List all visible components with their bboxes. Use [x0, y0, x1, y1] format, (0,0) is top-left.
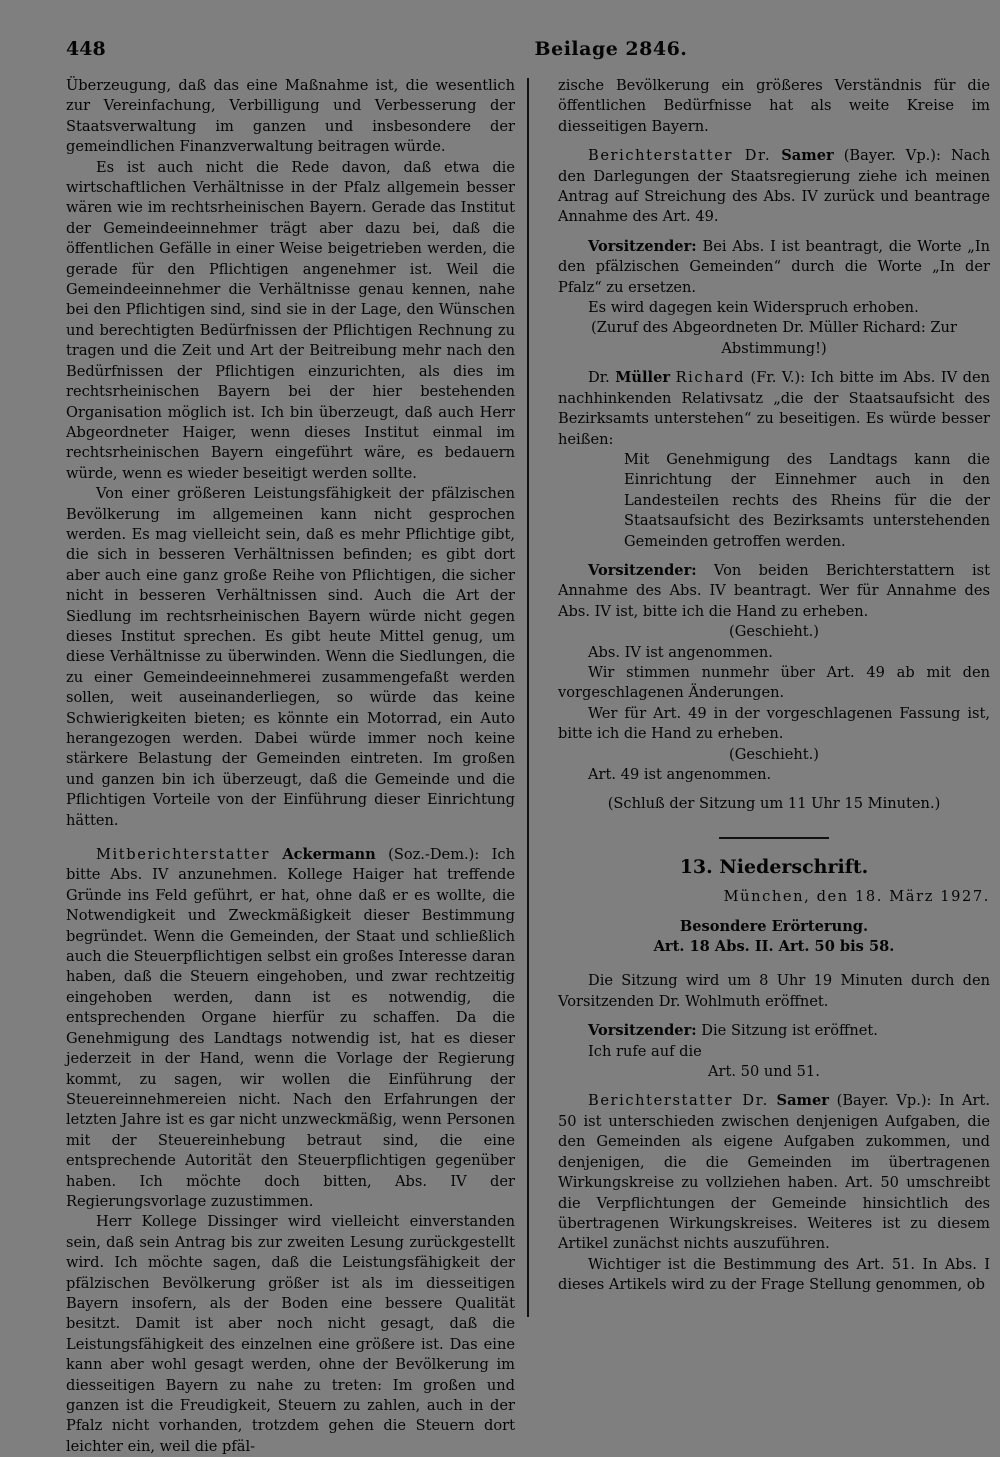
- left-column: [66, 76, 515, 1457]
- speaker-name: Samer: [781, 147, 834, 165]
- right-column: [558, 76, 990, 1296]
- speaker-paragraph: [558, 1091, 990, 1254]
- section-rule: [719, 837, 829, 839]
- paragraph: Abs. IV ist angenommen.: [588, 643, 773, 661]
- speaker-paragraph: [558, 561, 990, 622]
- paragraph: Herr Kollege Dissinger wird vielleicht einverstanden sein, daß sein Antrag bis zur zweiten Lesung zurückgestellt wird. Ich möchte sagen, daß die Leistungsfähigkeit der pfälzischen Bevölkerung größer ist als im diesseitigen Bayern insofern, als der Boden eine bessere Qualität besitzt. Damit ist aber noch nicht gesagt, daß die Leistungsfähigkeit des einzelnen eine größere ist. Das eine kann aber wohl gesagt werden, ohne der Bevölkerung im diesseitigen Bayern zu nahe zu treten: Im großen und ganzen ist die Freudigkeit, Steuern zu zahlen, auch in der Pfalz nicht vorhanden, trotzdem gehen die Steuern dort leichter ein, weil die pfäl-: [66, 1213, 515, 1455]
- speaker-firstname: Richard: [675, 369, 746, 387]
- speaker-title: Dr.: [588, 369, 610, 387]
- speech-text: Bei Abs. I ist beantragt, die Worte „In den pfälzischen Gemeinden“ durch die Worte „In der Pfalz“ zu ersetzen.: [558, 237, 991, 296]
- speaker-role: Berichterstatter Dr.: [588, 1092, 769, 1110]
- speaker-name: Samer: [776, 1092, 829, 1110]
- speaker-paragraph: [558, 1021, 990, 1041]
- page-title: Beilage 2846.: [534, 38, 688, 60]
- paragraph: Überzeugung, daß das eine Maßnahme ist, die wesentlich zur Vereinfachung, Verbilligung und Verbesserung der Staatsverwaltung im ganzen und insbesondere der gemeindlichen Finanzverwaltung beitragen würde.: [66, 77, 515, 156]
- session-close: (Schluß der Sitzung um 11 Uhr 15 Minuten.): [607, 795, 941, 813]
- paragraph: Es ist auch nicht die Rede davon, daß etwa die wirtschaftlichen Verhältnisse in der Pfalz allgemein besser wären wie im rechtsrheinischen Bayern. Gerade das Institut der Gemeindeeinnehmer trägt aber dazu bei, daß die öffentlichen Gefälle in einer Weise beigetrieben werden, die gerade für den Pflichtigen angenehmer ist. Weil die Gemeindeeinnehmer die Verhältnisse genau kennen, nahe bei den Pflichtigen sind, sind sie in der Lage, den Wünschen und berechtigten Bedürfnissen der Pflichtigen Rechnung zu tragen und die Zeit und Art der Beitreibung mehr nach den Bedürfnissen der Pflichtigen einzurichten, als dies im rechtsrheinischen Bayern bei der hier bestehenden Organisation möglich ist. Ich bin überzeugt, daß auch Herr Abgeordneter Haiger, wenn dieses Institut einmal im rechtsrheinischen Bayern eingeführt wäre, es bedauern würde, wenn es wieder beseitigt werden sollte.: [66, 158, 515, 482]
- paragraph: Ich rufe auf die: [588, 1042, 702, 1060]
- speech-text: Ich bitte Abs. IV anzunehmen. Kollege Haiger hat treffende Gründe ins Feld geführt, er hat, ohne daß er es wollte, die Notwendigkeit und Zweckmäßigkeit dieser Bestimmung begründet. Wenn die Gemeinden, der Staat und schließlich auch die Steuerpflichtigen selbst ein großes Interesse daran haben, daß die Steuern eingehoben, und zwar rechtzeitig eingehoben werden, dann ist es notwendig, die entsprechenden Organe hierfür zu schaffen. Da die Genehmigung des Landtags notwendig ist, hat es dieser jederzeit in der Hand, wenn die Vorlage der Regierung kommt, zu sagen, wir wollen die Einführung der Steuereinnehmereien nicht. Nach den Erfahrungen der letzten Jahre ist es gar nicht unzweckmäßig, wenn Personen mit der Steuereinhebung betraut sind, die eine entsprechende Autorität den Steuerpflichtigen gegenüber haben. Ich möchte doch bitten, Abs. IV der Regierungsvorlage zuzustimmen.: [66, 846, 516, 1210]
- chair-label: Vorsitzender:: [588, 1022, 697, 1040]
- speaker-name: Müller: [615, 369, 671, 387]
- subheading: Art. 18 Abs. II. Art. 50 bis 58.: [653, 938, 895, 956]
- speech-text: (Bayer. Vp.): Nach den Darlegungen der Staatsregierung ziehe ich meinen Antrag auf Streichung des Abs. IV zurück und beantrage Annahme des Art. 49.: [558, 147, 991, 226]
- speaker-party: (Soz.-Dem.):: [388, 846, 480, 864]
- section-title: 13. Niederschrift.: [679, 855, 869, 878]
- speaker-paragraph: [558, 368, 990, 450]
- stage-note: (Geschieht.): [729, 623, 819, 641]
- interjection: (Zuruf des Abgeordneten Dr. Müller Richard: Zur Abstimmung!): [591, 319, 957, 357]
- column-divider: [527, 78, 529, 1317]
- page-header: [66, 38, 976, 64]
- paragraph: Von einer größeren Leistungsfähigkeit der pfälzischen Bevölkerung im allgemeinen kann nicht gesprochen werden. Es mag vielleicht sein, daß es mehr Pflichtige gibt, die sich in besseren Verhältnissen befinden; es gibt dort aber auch eine ganz große Reihe von Pflichtigen, die sicher nicht in besseren Verhältnissen sind. Auch die Art der Siedlung im rechtsrheinischen Bayern würde nicht gegen dieses Institut sprechen. Es gibt heute Mittel genug, um diese Verhältnisse zu überwinden. Wenn die Siedlungen, die zu einer Gemeindeeinnehmerei zusammengefaßt werden sollen, weit auseinanderliegen, so würde das keine Schwierigkeiten bieten; es könnte ein Motorrad, ein Auto herangezogen werden. Dabei würde immer noch keine stärkere Belastung der Gemeinden eintreten. Im großen und ganzen bin ich überzeugt, daß die Gemeinde und die Pflichtigen Vorteile von der Einführung dieser Einrichtung hätten.: [66, 485, 515, 829]
- paragraph: Wer für Art. 49 in der vorgeschlagenen Fassung ist, bitte ich die Hand zu erheben.: [558, 704, 990, 743]
- speech-text: (Fr. V.): Ich bitte im Abs. IV den nachhinkenden Relativsatz „die der Staatsaufsicht des Bezirksamts unterstehen“ zu beseitigen. Es würde besser heißen:: [558, 369, 991, 448]
- stage-note: (Geschieht.): [729, 745, 819, 763]
- paragraph: Wichtiger ist die Bestimmung des Art. 51. In Abs. I dieses Artikels wird zu der Frage Stellung genommen, ob: [558, 1255, 990, 1294]
- subheading: Besondere Erörterung.: [679, 917, 869, 935]
- article-callout: Art. 50 und 51.: [708, 1063, 820, 1081]
- speaker-paragraph: [66, 845, 515, 1212]
- speech-text: Die Sitzung ist eröffnet.: [701, 1022, 878, 1040]
- paragraph: Die Sitzung wird um 8 Uhr 19 Minuten durch den Vorsitzenden Dr. Wohlmuth eröffnet.: [558, 972, 990, 1010]
- page-number: 448: [66, 38, 106, 60]
- paragraph: Art. 49 ist angenommen.: [588, 766, 772, 783]
- speaker-paragraph: [558, 146, 990, 228]
- paragraph: zische Bevölkerung ein größeres Verständnis für die öffentlichen Bedürfnisse hat als weite Kreise im diesseitigen Bayern.: [558, 77, 990, 135]
- speaker-role: Mitberichterstatter: [96, 846, 270, 864]
- speech-text: Von beiden Berichterstattern ist Annahme des Abs. IV beantragt. Wer für Annahme des Abs. IV ist, bitte ich die Hand zu erheben.: [558, 561, 990, 620]
- quoted-text: Mit Genehmigung des Landtags kann die Einrichtung der Einnehmer auch in den Landesteilen rechts des Rheins für die der Staatsaufsicht des Bezirksamts unterstehenden Gemeinden getroffen werden.: [624, 450, 990, 550]
- speaker-paragraph: [558, 237, 990, 298]
- paragraph: Es wird dagegen kein Widerspruch erhoben.: [588, 299, 919, 317]
- speech-text: (Bayer. Vp.): In Art. 50 ist unterschieden zwischen denjenigen Aufgaben, die den Gemeinden als eigene Aufgaben zukommen, und denjenigen, die die Gemeinden im übertragenen Wirkungskreise zu vollziehen haben. Art. 50 umschreibt die Verpflichtungen der Gemeinde hinsichtlich des übertragenen Wirkungskreises. Weiteres ist zu diesem Artikel zunächst nichts auszuführen.: [558, 1092, 990, 1253]
- dateline: München, den 18. März 1927.: [723, 888, 990, 906]
- speaker-role: Berichterstatter Dr.: [588, 147, 772, 165]
- chair-label: Vorsitzender:: [588, 561, 697, 579]
- chair-label: Vorsitzender:: [588, 237, 697, 255]
- paragraph: Wir stimmen nunmehr über Art. 49 ab mit den vorgeschlagenen Änderungen.: [558, 663, 990, 702]
- speaker-name: Ackermann: [282, 846, 376, 864]
